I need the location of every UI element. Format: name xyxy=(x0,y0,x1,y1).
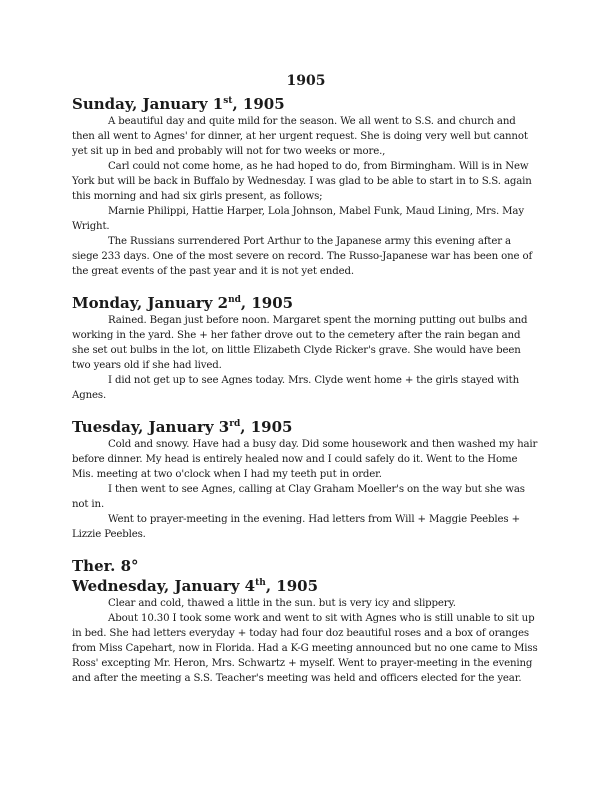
diary-entry-jan-4 xyxy=(72,556,540,686)
entry-paragraph: I did not get up to see Agnes today. Mrs. Clyde went home + the girls stayed with Agnes. xyxy=(72,375,520,401)
entry-paragraph: Cold and snowy. Have had a busy day. Did some housework and then washed my hair before dinner. My head is entirely healed now and I could safely do it. Went to the Home Mis. meeting at two o'clock when I had my teeth put in order. xyxy=(72,439,538,480)
page-year-heading: 1905 xyxy=(286,73,326,89)
entry-paragraph: The Russians surrendered Port Arthur to the Japanese army this evening after a siege 233 days. One of the most severe on record. The Russo-Japanese war has been one of the great events of the past year and it is not yet ended. xyxy=(72,236,533,277)
entry-paragraph: Marnie Philippi, Hattie Harper, Lola Johnson, Mabel Funk, Maud Lining, Mrs. May Wright. xyxy=(72,206,524,232)
entry-paragraph: Clear and cold, thawed a little in the sun. but is very icy and slippery. xyxy=(108,598,456,609)
entry-paragraph: Carl could not come home, as he had hoped to do, from Birmingham. Will is in New York but will be back in Buffalo by Wednesday. I was glad to be able to start in to S.S. again this morning and had six girls present, as follows; xyxy=(72,161,532,202)
diary-entry-jan-3 xyxy=(72,417,540,542)
thermometer-reading: Ther. 8° xyxy=(72,557,139,575)
entry-paragraph: About 10.30 I took some work and went to sit with Agnes who is still unable to sit up in bed. She had letters everyday + today had four doz beautiful roses and a box of oranges from Miss Capehart, now in Florida. Had a K-G meeting announced but no one came to Miss Ross' excepting Mr. Heron, Mrs. Schwartz + myself. Went to prayer-meeting in the evening and after the meeting a S.S. Teacher's meeting was held and officers elected for the year. xyxy=(72,613,538,684)
diary-entry-jan-1 xyxy=(72,94,540,279)
entry-paragraph: I then went to see Agnes, calling at Clay Graham Moeller's on the way but she was not in. xyxy=(72,484,525,510)
entry-paragraph: Went to prayer-meeting in the evening. Had letters from Will + Maggie Peebles + Lizzie Peebles. xyxy=(72,514,520,540)
entry-heading: Tuesday, January 3rd, 1905 xyxy=(72,418,293,436)
entry-paragraph: A beautiful day and quite mild for the season. We all went to S.S. and church and then all went to Agnes' for dinner, at her urgent request. She is doing very well but cannot yet sit up in bed and probably will not for two weeks or more., xyxy=(72,116,528,157)
diary-page xyxy=(72,72,540,686)
diary-entry-jan-2 xyxy=(72,293,540,403)
entry-heading: Monday, January 2nd, 1905 xyxy=(72,294,294,312)
entry-heading: Wednesday, January 4th, 1905 xyxy=(72,577,319,595)
entry-heading: Sunday, January 1st, 1905 xyxy=(72,95,285,113)
entry-paragraph: Rained. Began just before noon. Margaret spent the morning putting out bulbs and working in the yard. She + her father drove out to the cemetery after the rain began and she set out bulbs in the lot, on little Elizabeth Clyde Ricker's grave. She would have been two years old if she had lived. xyxy=(72,315,528,371)
